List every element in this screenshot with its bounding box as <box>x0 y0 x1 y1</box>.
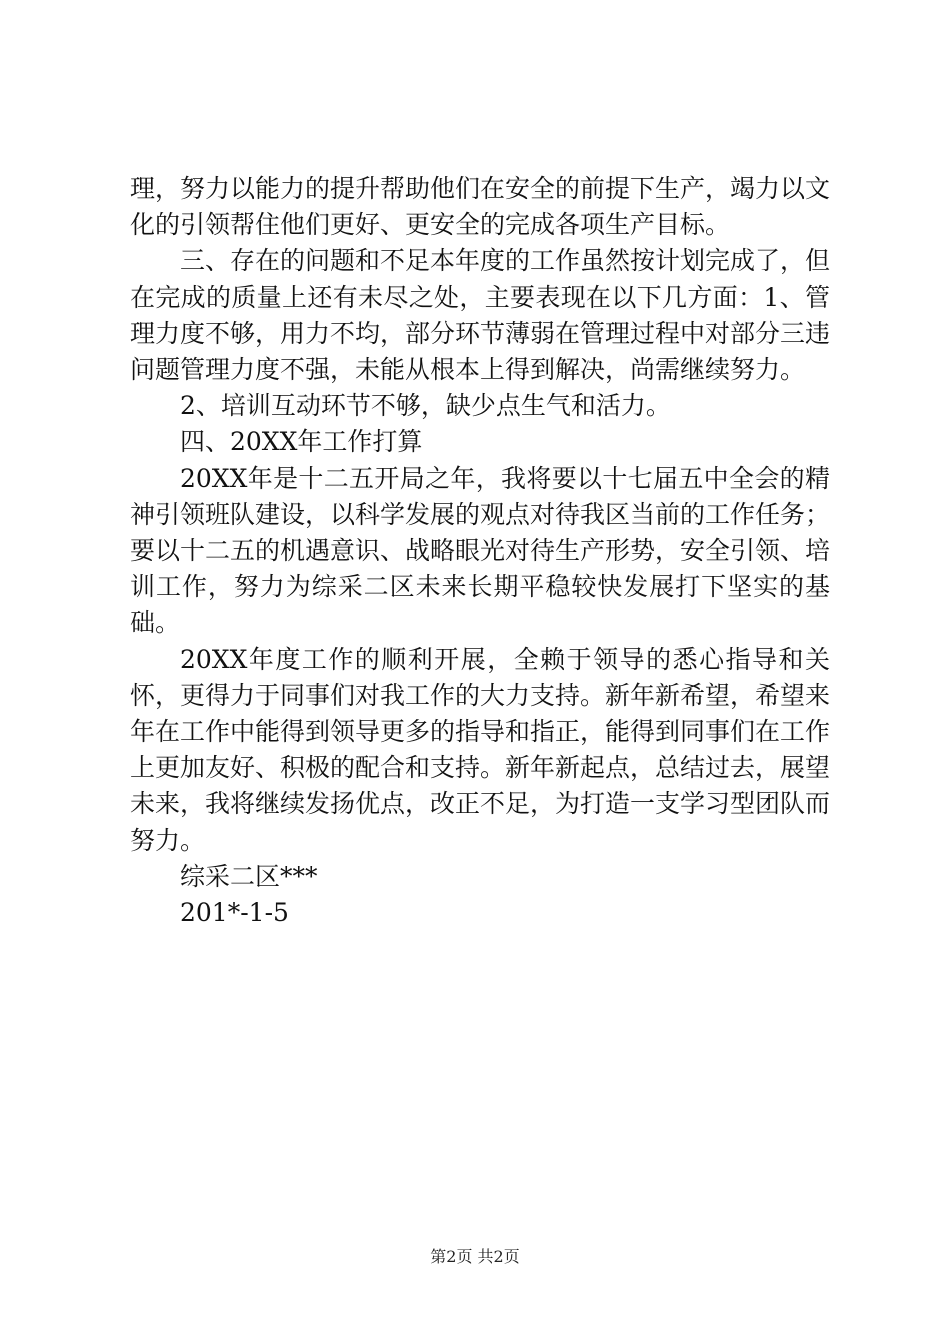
paragraph-issues: 三、存在的问题和不足本年度的工作虽然按计划完成了，但在完成的质量上还有未尽之处，主要表现在以下几方面：1、管理力度不够，用力不均，部分环节薄弱在管理过程中对部分三违问题管理力度不强，未能从根本上得到解决，尚需继续努力。 <box>130 246 831 385</box>
paragraph-training: 2、培训互动环节不够，缺少点生气和活力。 <box>180 391 671 421</box>
document-body <box>130 171 830 931</box>
signature-name: 综采二区*** <box>180 861 318 891</box>
paragraph-continuation: 理，努力以能力的提升帮助他们在安全的前提下生产，竭力以文化的引领帮住他们更好、更安全的完成各项生产目标。 <box>130 174 831 240</box>
page-footer: 第2页 共2页 <box>430 1247 520 1266</box>
paragraph-plan: 20XX年是十二五开局之年，我将要以十七届五中全会的精神引领班队建设，以科学发展的观点对待我区当前的工作任务；要以十二五的机遇意识、战略眼光对待生产形势，安全引领、培训工作，努力为综采二区未来长期平稳较快发展打下坚实的基础。 <box>130 463 831 638</box>
section-heading-plan: 四、20XX年工作打算 <box>180 427 423 457</box>
paragraph-thanks: 20XX年度工作的顺利开展，全赖于领导的悉心指导和关怀，更得力于同事们对我工作的大力支持。新年新希望，希望来年在工作中能得到领导更多的指导和指正，能得到同事们在工作上更加友好、积极的配合和支持。新年新起点，总结过去，展望未来，我将继续发扬优点，改正不足，为打造一支学习型团队而努力。 <box>130 644 831 855</box>
signature-date: 201*-1-5 <box>180 898 289 928</box>
